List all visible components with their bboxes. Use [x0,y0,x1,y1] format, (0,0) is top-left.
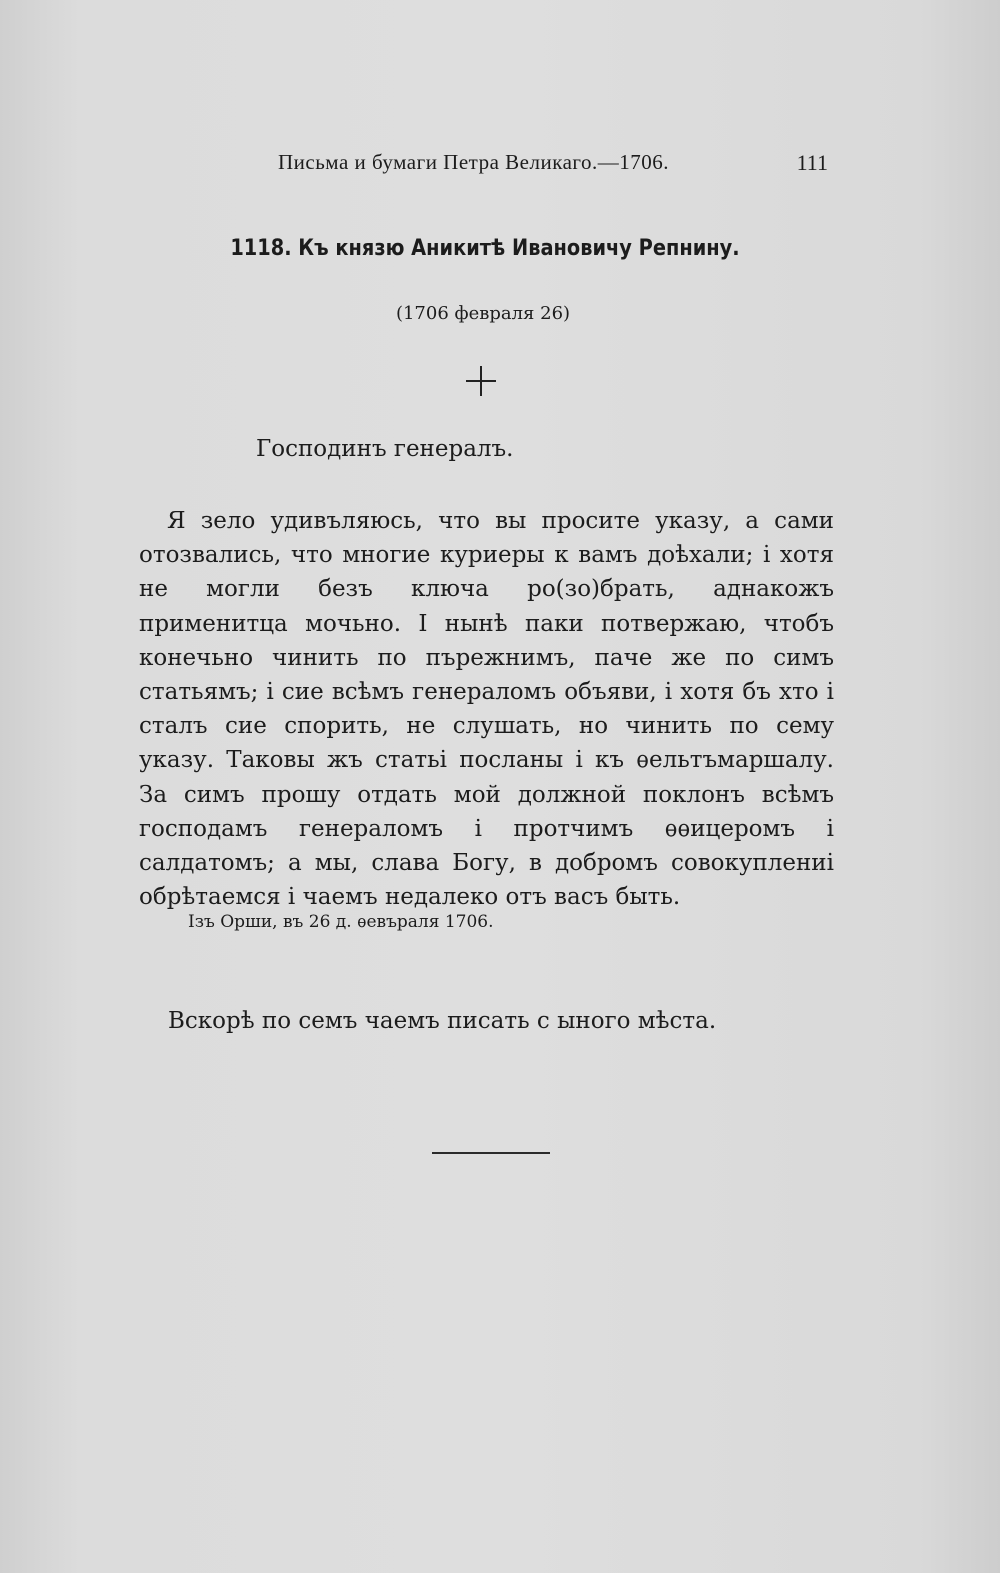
letter-title: 1118. Къ князю Аникитѣ Ивановичу Репнину. [230,236,740,261]
page-number: 111 [796,150,828,175]
running-head [278,150,828,186]
letter-date: (1706 февраля 26) [395,303,571,324]
end-rule-divider [432,1152,550,1154]
cross-icon [466,366,496,396]
letter-place-date: Ізъ Орши, въ 26 д. ѳевъраля 1706. [188,912,494,932]
letter-postscript: Вскорѣ по семъ чаемъ писать с ыного мѣста. [168,1008,717,1034]
running-title: Письма и бумаги Петра Великаго.—1706. [278,150,670,174]
letter-salutation: Господинъ генералъ. [256,436,514,462]
letter-body: Я зело удивъляюсь, что вы просите указу, а сами отозвались, что многие куриеры к вамъ доѣхали; і хотя не могли безъ ключа ро(зо)брать, аднакожъ применитца мочьно. І нынѣ паки потвержаю, чтобъ конечьно чинить по пърежнимъ, паче же по симъ статьямъ; і сие всѣмъ генераломъ объяви, і хотя бъ хто і сталъ сие спорить, не слушать, но чинить по сему указу. Таковы жъ статьі посланы і къ ѳельтъмаршалу. За симъ прошу отдать мой должной поклонъ всѣмъ господамъ генераломъ і протчимъ ѳѳицеромъ і салдатомъ; а мы, слава Богу, в добромъ совокуплениі обрѣтаемся і чаемъ недалеко отъ васъ быть. [139,508,834,911]
